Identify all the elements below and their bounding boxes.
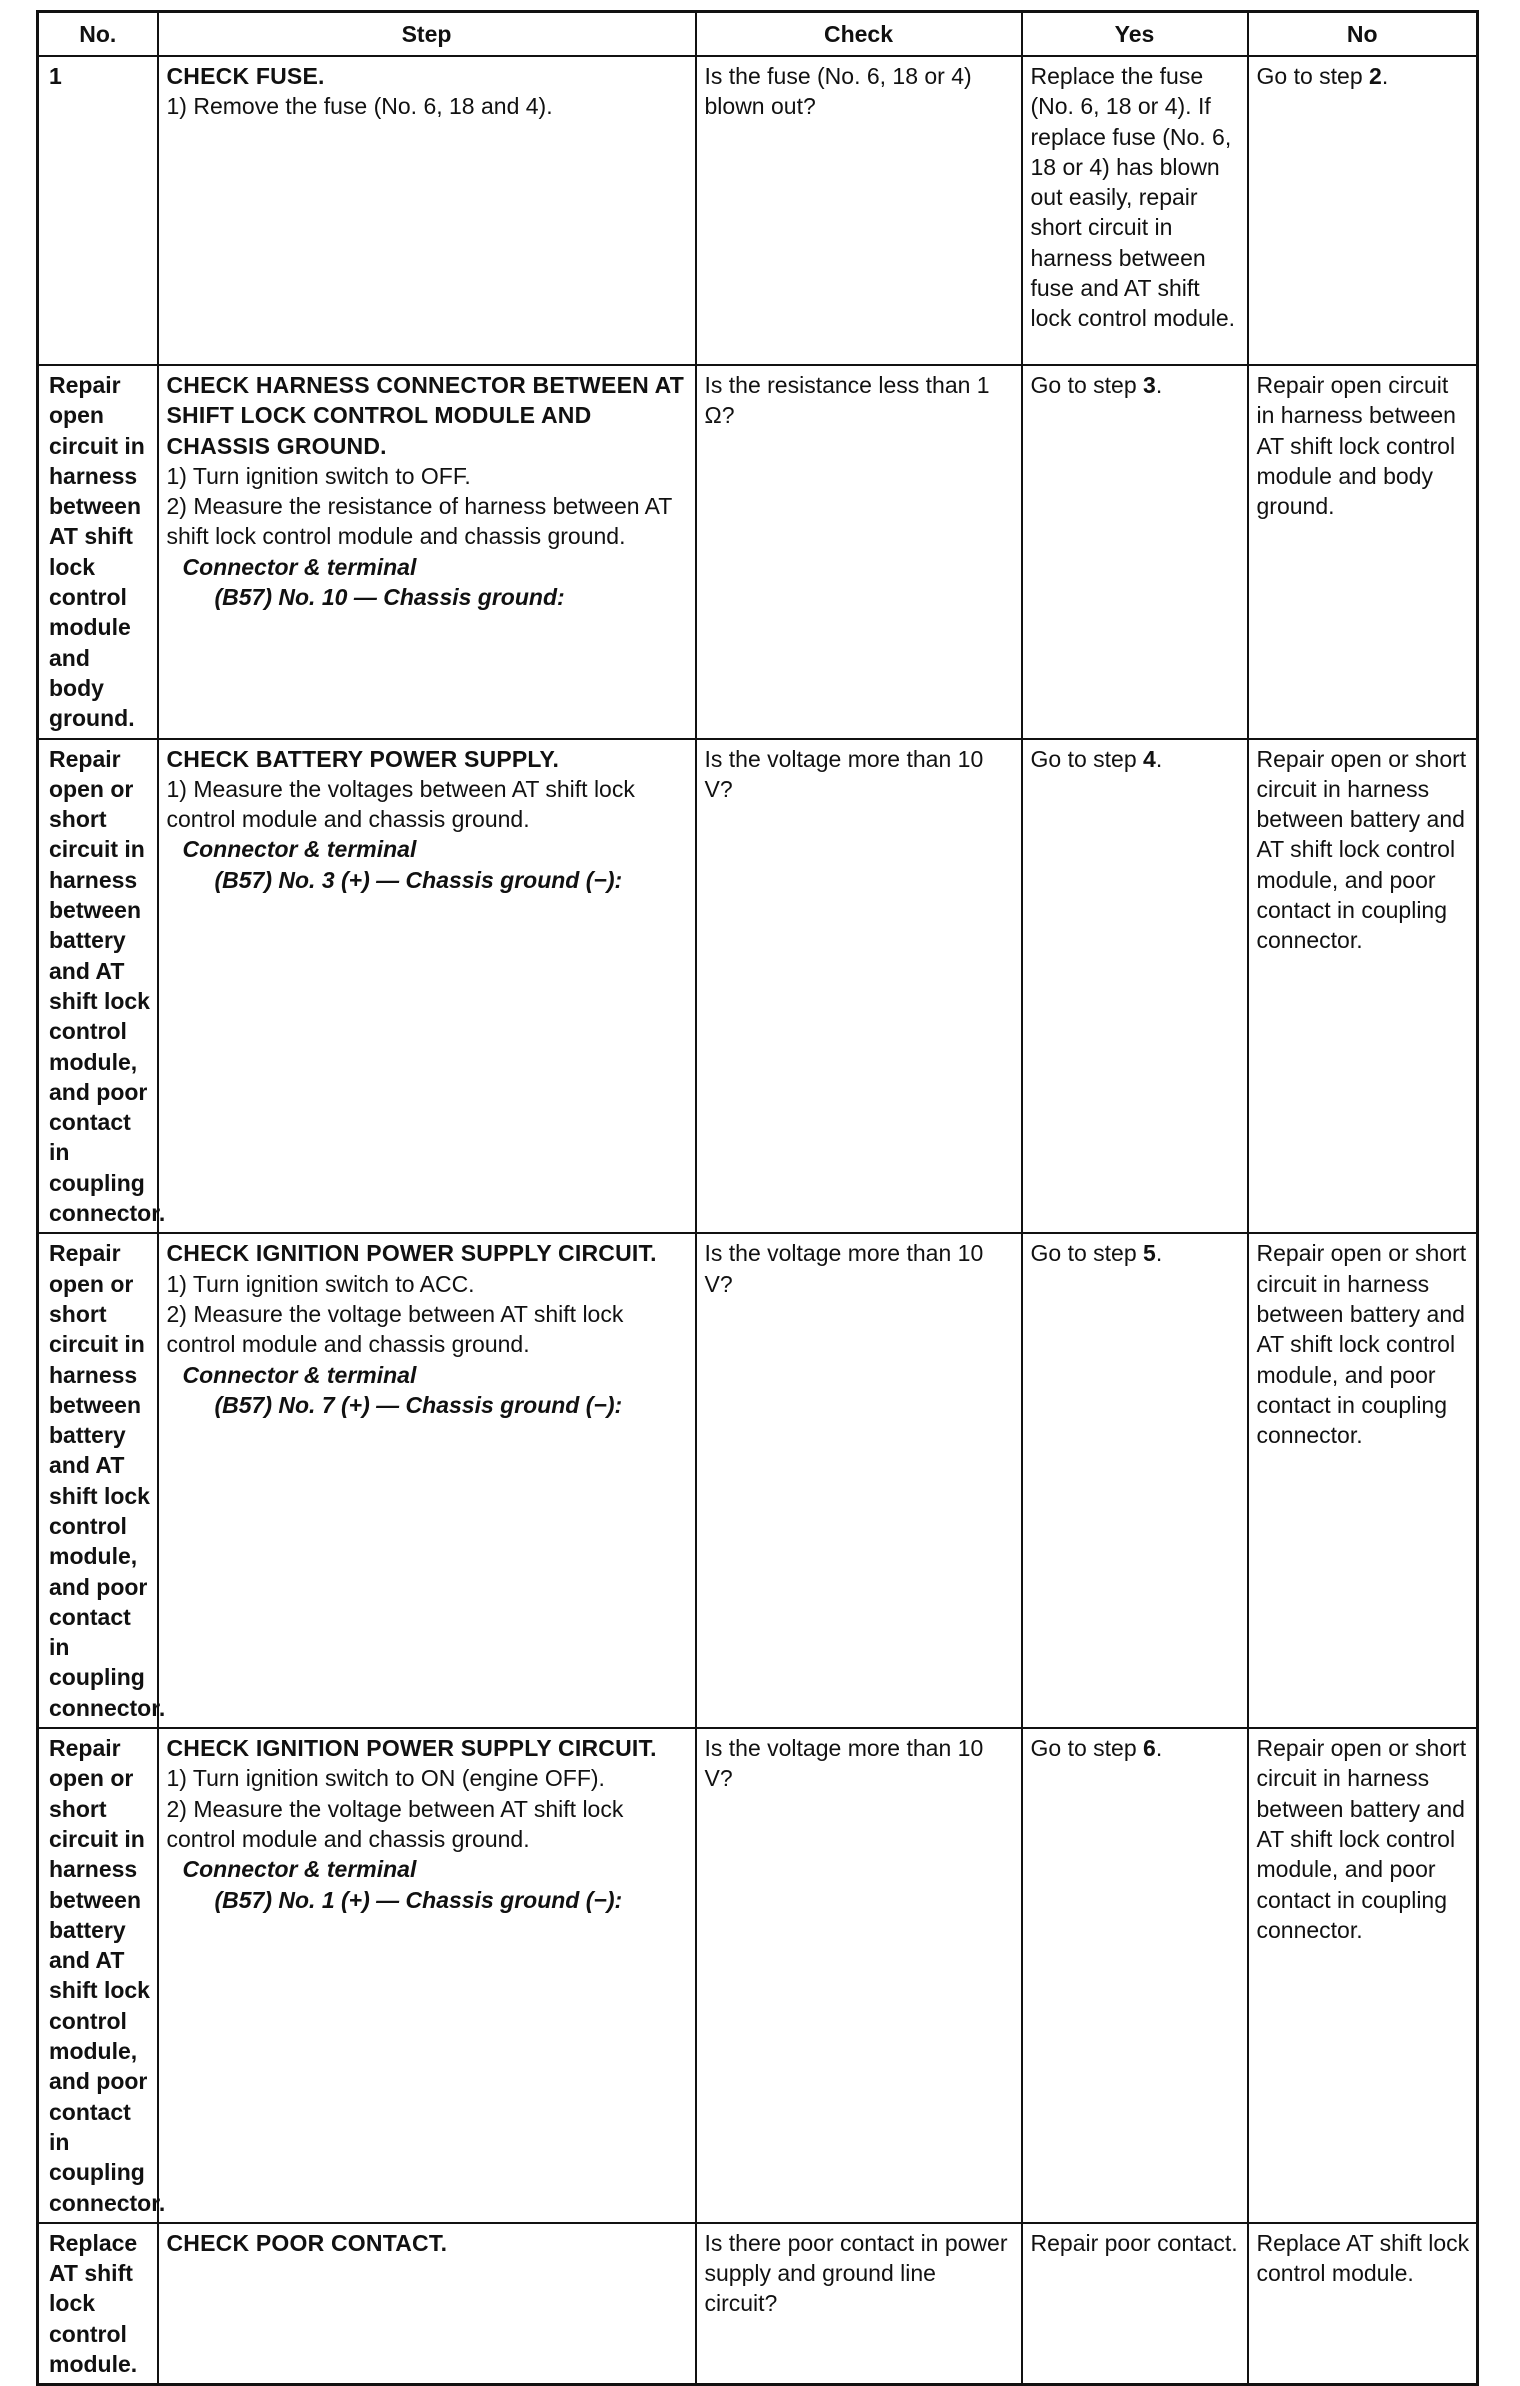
- check-cell: [696, 56, 1022, 365]
- step-number: Replace AT shift lock control module.: [49, 2229, 138, 2377]
- step-instruction: 1) Remove the fuse (No. 6, 18 and 4).: [166, 93, 553, 120]
- no-text-prefix: Go to step: [1256, 63, 1370, 89]
- step-number-cell: [38, 365, 158, 739]
- step-number: Repair open or short circuit in harness between battery and AT shift lock control module, and poor contact in coupling connector.: [49, 745, 166, 1227]
- no-text: [1249, 57, 1477, 95]
- no-text: Repair open or short circuit in harness between battery and AT shift lock control module, and poor contact in coupling connector.: [1256, 745, 1467, 954]
- no-text: Repair open or short circuit in harness between battery and AT shift lock control module, and poor contact in coupling connector.: [1256, 1735, 1467, 1943]
- step-number-cell: [38, 1233, 166, 1728]
- step-title: CHECK IGNITION POWER SUPPLY CIRCUIT.: [166, 1735, 657, 1762]
- header-no-result: No: [1248, 12, 1478, 57]
- connector-label: Connector & terminal: [182, 1856, 417, 1883]
- yes-step-ref: 4: [1143, 745, 1156, 772]
- step-title: CHECK POOR CONTACT.: [166, 2229, 448, 2256]
- check-text: Is the voltage more than 10 V?: [704, 1735, 984, 1792]
- no-cell: [1248, 365, 1478, 739]
- check-text: Is the fuse (No. 6, 18 or 4) blown out?: [704, 63, 972, 120]
- header-check: Check: [696, 12, 1022, 57]
- yes-cell: [1022, 56, 1248, 365]
- yes-step-ref: 3: [1143, 372, 1156, 398]
- yes-text: [1023, 740, 1247, 778]
- yes-step-ref: 6: [1143, 1735, 1156, 1762]
- check-text: Is there poor contact in power supply and ground line circuit?: [704, 2229, 1008, 2317]
- step-number-cell: [38, 2223, 158, 2385]
- step-cell: [158, 1728, 696, 2223]
- check-text: Is the resistance less than 1 Ω?: [704, 372, 990, 429]
- no-cell: [1248, 2223, 1478, 2385]
- connector-value: (B57) No. 10 — Chassis ground:: [214, 584, 565, 611]
- table-row: [38, 56, 1478, 365]
- check-cell: [696, 1233, 1022, 1728]
- connector-value: (B57) No. 7 (+) — Chassis ground (−):: [214, 1391, 623, 1418]
- header-step: Step: [158, 12, 696, 57]
- step-number-cell: [38, 739, 166, 1234]
- check-cell: [696, 739, 1022, 1234]
- header-row: [38, 12, 1478, 57]
- check-text: Is the voltage more than 10 V?: [704, 1240, 984, 1297]
- yes-text-suffix: .: [1155, 1735, 1163, 1762]
- header-no: No.: [38, 12, 158, 57]
- header-yes: Yes: [1022, 12, 1248, 57]
- table-row: [38, 2223, 1478, 2385]
- step-instruction: 2) Measure the resistance of harness between AT shift lock control module and chassis ground.: [166, 493, 672, 550]
- yes-text-prefix: Go to step: [1030, 372, 1144, 398]
- step-number-cell: [38, 1728, 166, 2223]
- yes-cell: [1022, 1728, 1248, 2223]
- diagnostic-table: [36, 10, 1479, 2386]
- step-cell: [158, 739, 696, 1234]
- step-instruction: 2) Measure the voltage between AT shift lock control module and chassis ground.: [166, 1795, 624, 1852]
- no-text: Repair open circuit in harness between AT shift lock control module and body ground.: [1256, 372, 1456, 520]
- yes-step-ref: 5: [1143, 1240, 1156, 1267]
- yes-text-suffix: .: [1155, 745, 1163, 772]
- connector-label: Connector & terminal: [182, 1361, 417, 1388]
- step-number: Repair open or short circuit in harness between battery and AT shift lock control module, and poor contact in coupling connector.: [49, 1240, 166, 1721]
- check-cell: [696, 1728, 1022, 2223]
- step-instruction: 1) Measure the voltages between AT shift lock control module and chassis ground.: [166, 775, 635, 833]
- yes-text: [1023, 1234, 1247, 1272]
- table-row: [38, 1728, 1478, 2223]
- check-cell: [696, 2223, 1022, 2385]
- table-row: [38, 739, 1478, 1234]
- no-step-ref: 2: [1369, 63, 1382, 89]
- connector-value: (B57) No. 1 (+) — Chassis ground (−):: [214, 1886, 623, 1913]
- step-title: CHECK HARNESS CONNECTOR BETWEEN AT SHIFT LOCK CONTROL MODULE AND CHASSIS GROUND.: [166, 372, 685, 459]
- check-cell: [696, 365, 1022, 739]
- no-text-suffix: .: [1381, 63, 1389, 89]
- check-text: Is the voltage more than 10 V?: [704, 745, 984, 802]
- connector-value: (B57) No. 3 (+) — Chassis ground (−):: [214, 866, 623, 893]
- step-number: Repair open or short circuit in harness between battery and AT shift lock control module, and poor contact in coupling connector.: [49, 1735, 166, 2216]
- step-title: CHECK FUSE.: [166, 63, 325, 89]
- yes-text-suffix: .: [1155, 1240, 1163, 1267]
- no-text: Replace AT shift lock control module.: [1256, 2229, 1470, 2287]
- step-cell: [158, 56, 696, 365]
- connector-label: Connector & terminal: [182, 836, 417, 863]
- yes-text: [1023, 1729, 1247, 1767]
- yes-text: Repair poor contact.: [1030, 2229, 1238, 2256]
- no-cell: [1248, 1233, 1478, 1728]
- step-title: CHECK IGNITION POWER SUPPLY CIRCUIT.: [166, 1240, 657, 1267]
- yes-cell: [1022, 365, 1248, 739]
- step-instruction: 1) Turn ignition switch to ON (engine OFF).: [166, 1765, 605, 1792]
- yes-cell: [1022, 739, 1248, 1234]
- step-number-cell: [38, 56, 158, 365]
- yes-text: Replace the fuse (No. 6, 18 or 4). If replace fuse (No. 6, 18 or 4) has blown out easily, repair short circuit in harness between fuse and AT shift lock control module.: [1030, 63, 1236, 332]
- yes-cell: [1022, 2223, 1248, 2385]
- step-title: CHECK BATTERY POWER SUPPLY.: [166, 745, 560, 772]
- step-cell: [158, 365, 696, 739]
- step-instruction: 2) Measure the voltage between AT shift lock control module and chassis ground.: [166, 1300, 624, 1358]
- step-instruction: 1) Turn ignition switch to OFF.: [166, 462, 471, 489]
- yes-text-prefix: Go to step: [1030, 1735, 1144, 1762]
- no-cell: [1248, 739, 1478, 1234]
- step-cell: [158, 1233, 696, 1728]
- step-number: Repair open circuit in harness between AT shift lock control module and body ground.: [49, 372, 145, 732]
- yes-text-suffix: .: [1155, 372, 1163, 398]
- step-instruction: 1) Turn ignition switch to ACC.: [166, 1270, 475, 1297]
- yes-text-prefix: Go to step: [1030, 745, 1144, 772]
- yes-text-prefix: Go to step: [1030, 1240, 1144, 1267]
- table-row: [38, 1233, 1478, 1728]
- step-number: 1: [49, 63, 62, 89]
- no-cell: [1248, 56, 1478, 365]
- yes-cell: [1022, 1233, 1248, 1728]
- no-text: Repair open or short circuit in harness between battery and AT shift lock control module, and poor contact in coupling connector.: [1256, 1240, 1467, 1449]
- yes-text: [1023, 366, 1247, 404]
- table-row: [38, 365, 1478, 739]
- step-cell: [158, 2223, 696, 2385]
- no-cell: [1248, 1728, 1478, 2223]
- connector-label: Connector & terminal: [182, 553, 417, 580]
